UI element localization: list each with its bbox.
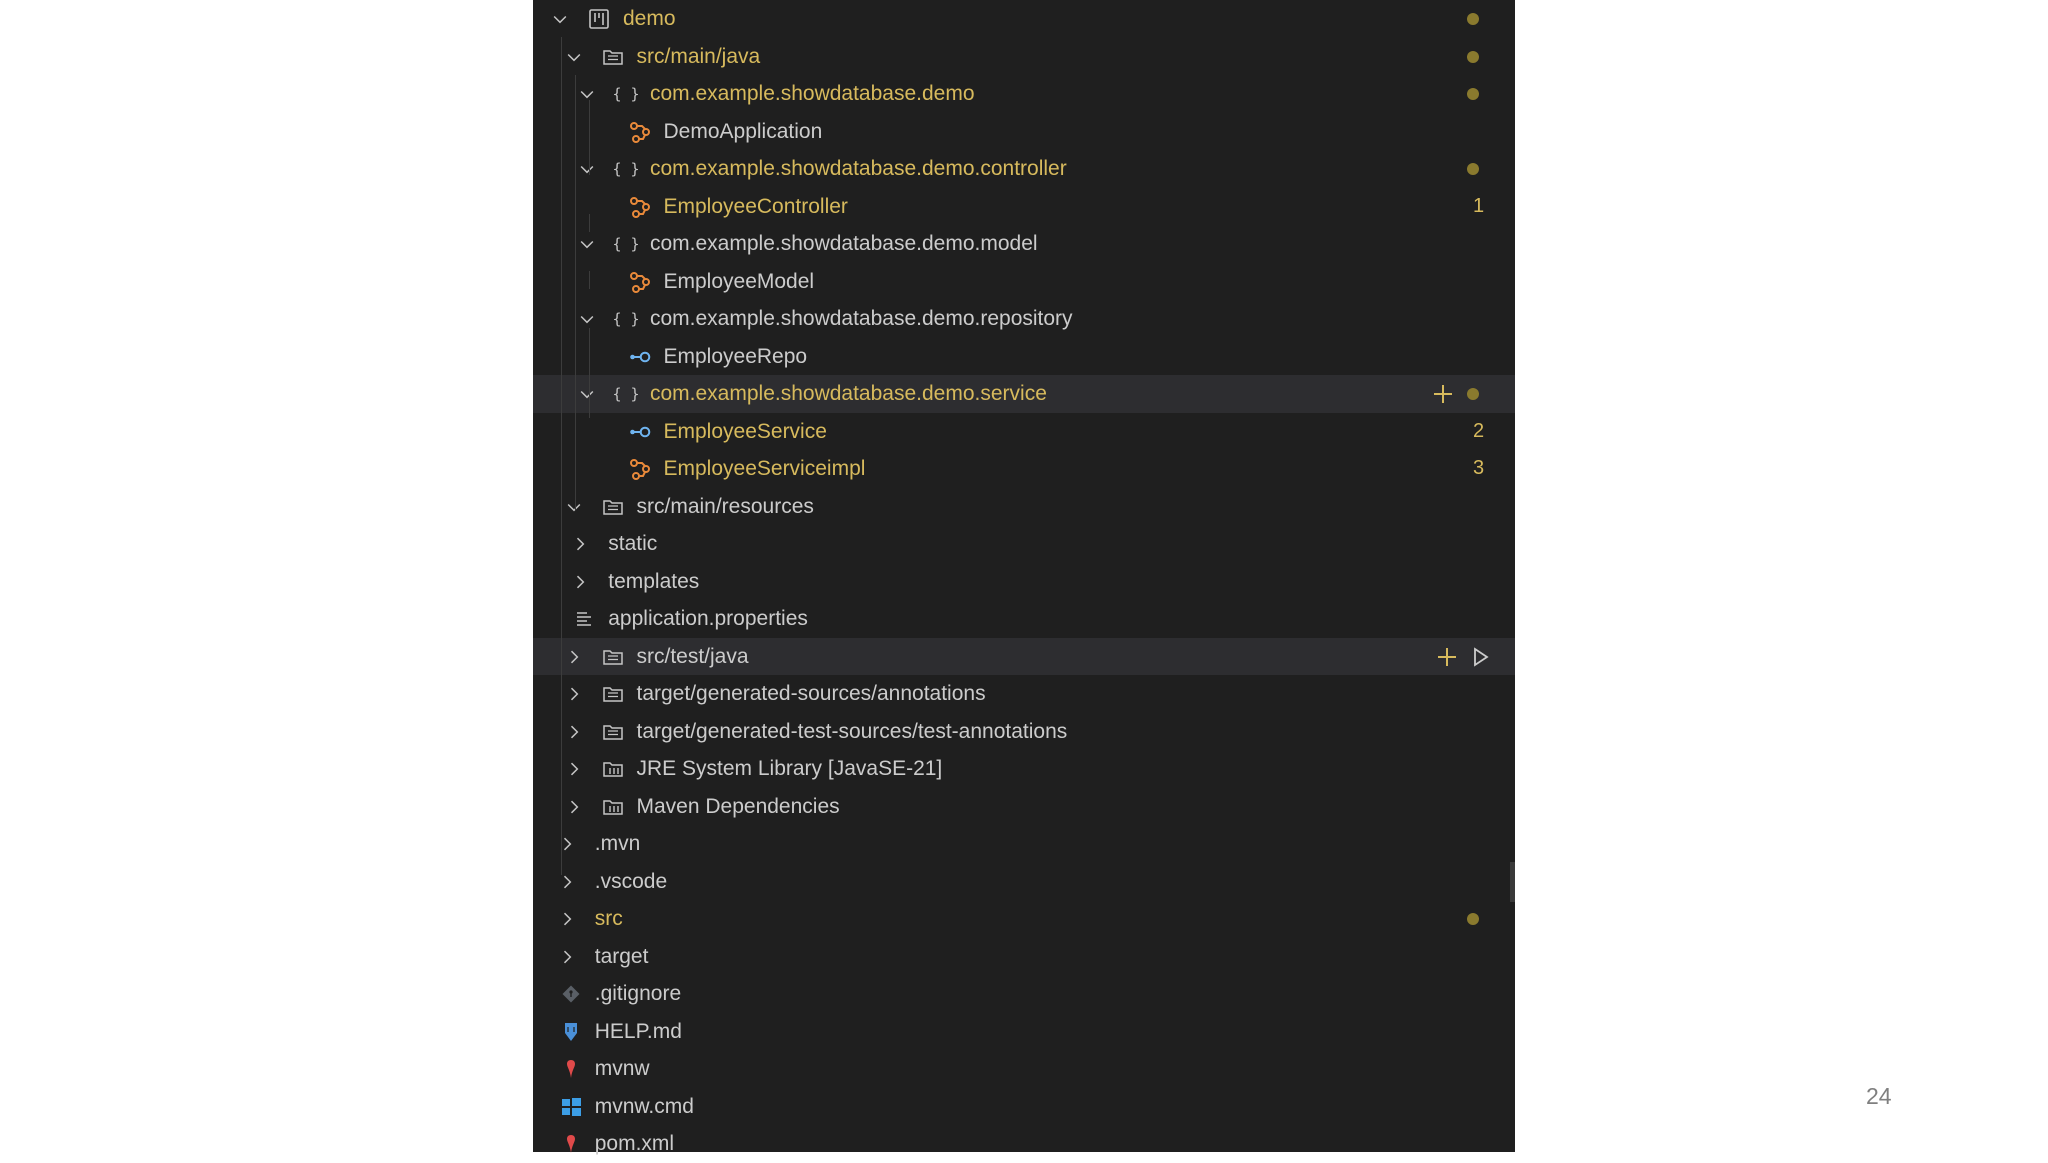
chevron-right-icon[interactable]	[570, 572, 590, 592]
modified-dot	[1467, 51, 1479, 63]
library-icon	[601, 795, 625, 819]
maven-icon	[559, 1057, 583, 1081]
properties-file-icon	[572, 607, 596, 631]
svg-text:{ }: { }	[612, 310, 640, 328]
tree-item[interactable]	[533, 1125, 1515, 1163]
java-interface-icon	[628, 420, 652, 444]
maven-icon	[559, 1132, 583, 1156]
tree-item[interactable]	[533, 413, 1515, 451]
modified-dot	[1467, 88, 1479, 100]
tree-item[interactable]	[533, 450, 1515, 488]
tree-item[interactable]	[533, 900, 1515, 938]
tree-item-label: src/main/java	[636, 44, 761, 68]
modified-dot	[1467, 913, 1479, 925]
chevron-right-icon[interactable]	[564, 647, 584, 667]
chevron-down-icon[interactable]	[577, 309, 597, 329]
chevron-down-icon[interactable]	[564, 497, 584, 517]
tree-item[interactable]	[533, 825, 1515, 863]
indent-guide	[589, 328, 590, 418]
svg-text:{ }: { }	[612, 160, 640, 178]
tree-item-label: .gitignore	[594, 982, 682, 1005]
java-class-icon	[628, 457, 652, 481]
package-icon	[614, 232, 638, 256]
indent-guide	[589, 157, 590, 175]
chevron-down-icon[interactable]	[550, 9, 570, 29]
chevron-down-icon[interactable]	[577, 234, 597, 254]
tree-item[interactable]	[533, 600, 1515, 638]
chevron-right-icon[interactable]	[557, 909, 577, 929]
tree-item[interactable]	[533, 1088, 1515, 1126]
tree-item-label: src/test/java	[636, 644, 749, 668]
tree-item-label: target/generated-test-sources/test-annotations	[636, 719, 1068, 743]
tree-item[interactable]	[533, 263, 1515, 301]
tree-item-label: pom.xml	[594, 1132, 675, 1155]
problem-count-badge: 3	[1473, 457, 1485, 479]
tree-item-label: EmployeeService	[663, 419, 827, 443]
tree-item-label: target	[594, 944, 649, 968]
tree-item[interactable]	[533, 338, 1515, 376]
plus-icon[interactable]	[1435, 645, 1459, 669]
modified-dot	[1467, 13, 1479, 25]
chevron-down-icon[interactable]	[577, 159, 597, 179]
tree-item[interactable]	[533, 750, 1515, 788]
tree-item[interactable]	[533, 638, 1515, 676]
package-root-icon	[601, 45, 625, 69]
plus-icon[interactable]	[1431, 382, 1455, 406]
tree-item[interactable]	[533, 113, 1515, 151]
tree-item[interactable]	[533, 150, 1515, 188]
tree-item[interactable]	[533, 75, 1515, 113]
svg-text:{ }: { }	[612, 85, 640, 103]
tree-item[interactable]	[533, 488, 1515, 526]
tree-item-label: mvnw	[594, 1057, 650, 1080]
run-icon[interactable]	[1468, 645, 1492, 669]
tree-item-label: com.example.showdatabase.demo	[650, 82, 975, 105]
scrollbar-thumb[interactable]	[1510, 862, 1515, 902]
chevron-right-icon[interactable]	[557, 947, 577, 967]
package-root-icon	[601, 495, 625, 519]
tree-item-label: DemoApplication	[663, 119, 823, 143]
tree-item[interactable]	[533, 938, 1515, 976]
tree-item-label: JRE System Library [JavaSE-21]	[636, 757, 943, 780]
tree-item[interactable]	[533, 863, 1515, 901]
tree-item-label: EmployeeController	[663, 194, 848, 218]
tree-item-label: com.example.showdatabase.demo.controller	[650, 157, 1067, 180]
git-icon	[559, 982, 583, 1006]
modified-dot	[1467, 163, 1479, 175]
tree-item[interactable]	[533, 1013, 1515, 1051]
project-icon	[587, 7, 611, 31]
tree-item-label: Maven Dependencies	[636, 794, 840, 818]
tree-item[interactable]	[533, 300, 1515, 338]
tree-item-label: templates	[608, 569, 700, 593]
package-root-icon	[601, 682, 625, 706]
tree-item-label: com.example.showdatabase.demo.repository	[650, 307, 1073, 330]
windows-icon	[559, 1095, 583, 1119]
svg-text:{ }: { }	[612, 235, 640, 253]
package-icon	[614, 157, 638, 181]
tree-item[interactable]	[533, 713, 1515, 751]
tree-item-label: com.example.showdatabase.demo.model	[650, 232, 1038, 255]
package-icon	[614, 82, 638, 106]
java-class-icon	[628, 195, 652, 219]
java-class-icon	[628, 270, 652, 294]
tree-item-label: EmployeeModel	[663, 269, 815, 293]
tree-item[interactable]	[533, 1050, 1515, 1088]
package-root-icon	[601, 720, 625, 744]
tree-item-label: EmployeeServiceimpl	[663, 457, 866, 480]
tree-item[interactable]	[533, 525, 1515, 563]
modified-dot	[1467, 388, 1479, 400]
slide-page-number: 24	[1866, 1083, 1892, 1109]
package-root-icon	[601, 645, 625, 669]
tree-item-label: src	[594, 907, 623, 930]
tree-item[interactable]	[533, 38, 1515, 76]
problem-count-badge: 1	[1473, 194, 1485, 217]
tree-item-label: .vscode	[594, 869, 668, 893]
java-interface-icon	[628, 345, 652, 369]
tree-item-label: .mvn	[594, 832, 641, 855]
chevron-down-icon[interactable]	[577, 384, 597, 404]
package-icon	[614, 382, 638, 406]
tree-item[interactable]	[533, 188, 1515, 226]
tree-item[interactable]	[533, 375, 1515, 413]
tree-item-label: target/generated-sources/annotations	[636, 682, 986, 705]
chevron-right-icon[interactable]	[570, 534, 590, 554]
chevron-down-icon[interactable]	[564, 47, 584, 67]
tree-item-label: HELP.md	[594, 1019, 682, 1043]
tree-item[interactable]	[533, 0, 1515, 38]
svg-text:{ }: { }	[612, 385, 640, 403]
chevron-down-icon[interactable]	[577, 84, 597, 104]
tree-item-label: EmployeeRepo	[663, 344, 808, 368]
indent-guide	[589, 271, 590, 289]
tree-item[interactable]	[533, 675, 1515, 713]
tree-item[interactable]	[533, 788, 1515, 826]
tree-item-label: com.example.showdatabase.demo.service	[650, 382, 1047, 405]
library-icon	[601, 757, 625, 781]
package-icon	[614, 307, 638, 331]
chevron-right-icon[interactable]	[557, 834, 577, 854]
markdown-icon	[559, 1020, 583, 1044]
problem-count-badge: 2	[1473, 419, 1485, 442]
chevron-right-icon[interactable]	[557, 872, 577, 892]
chevron-right-icon[interactable]	[564, 797, 584, 817]
tree-item-label: demo	[623, 7, 676, 30]
tree-item[interactable]	[533, 975, 1515, 1013]
chevron-right-icon[interactable]	[564, 684, 584, 704]
indent-guide	[561, 37, 562, 875]
tree-item-label: src/main/resources	[636, 494, 814, 518]
explorer-panel	[533, 0, 1515, 1155]
tree-item-label: mvnw.cmd	[594, 1094, 694, 1118]
tree-item[interactable]	[533, 563, 1515, 601]
java-class-icon	[628, 120, 652, 144]
tree-item-label: application.properties	[608, 607, 808, 630]
indent-guide	[575, 75, 576, 510]
tree-item[interactable]	[533, 225, 1515, 263]
indent-guide	[589, 214, 590, 232]
chevron-right-icon[interactable]	[564, 722, 584, 742]
tree-item-label: static	[608, 532, 658, 555]
chevron-right-icon[interactable]	[564, 759, 584, 779]
